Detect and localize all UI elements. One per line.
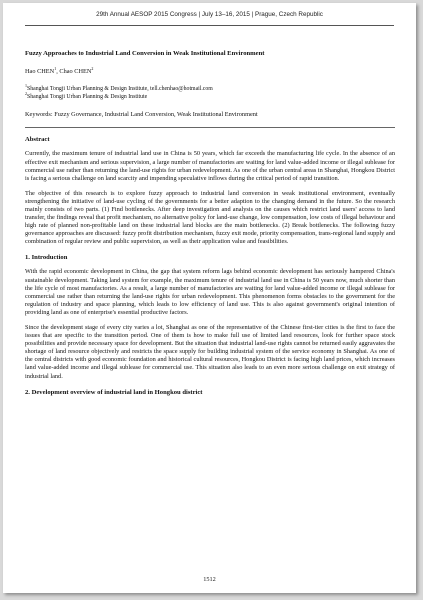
affiliation-marker: 2 [25, 91, 27, 97]
keywords: Keywords: Fuzzy Governance, Industrial Land Conversion, Weak Institutional Environment [25, 111, 258, 119]
section-heading: 1. Introduction [25, 254, 68, 262]
abstract-heading: Abstract [25, 136, 50, 144]
document-page [3, 3, 416, 593]
header-rule [25, 25, 394, 26]
author-name: Chao CHEN [59, 68, 92, 75]
body-paragraph: Since the development stage of every city varies a lot, Shanghai as one of the representative of the Chinese first-tier cities is the first to face the issues that are specific to the transition period. One of them is how to make full use of limited land resources, look for further space stock possibilities and provide necessary space for development. But the situation that industrial land-use rights cannot be returned easily aggravates the shortage of land resource objectively and restricts the space supply for building industrial system of the service economy in Shanghai. As one of the central districts with good economic foundation and historical cultural resources, Hongkou District is facing high land prices, which increases land value-added income and illegal sublease for commercial use. This situation also leads to an even more serious challenge on exit strategy of industrial land. [25, 324, 395, 380]
page-number: 1512 [203, 576, 216, 583]
author-affil-marker: 2 [91, 65, 94, 71]
author-name: Hao CHEN [25, 68, 55, 75]
affiliation-text: Shanghai Tongji Urban Planning & Design Institute, tell.chenhao@hotmail.com [27, 86, 213, 92]
section-heading: 2. Development overview of industrial land in Hongkou district [25, 388, 203, 396]
affiliation-marker: 1 [25, 83, 27, 89]
body-paragraph: With the rapid economic development in China, the gap that system reform lags behind economic development has seriously hampered China's sustainable development. Taking land system for example, the maximum tenure of industrial land use in China is 50 years now, much shorter than the life cycle of most manufactories. As a result, a large number of manufactories are waiting for land value-added income or illegal sublease for commercial use rather than returning the land-use rights for urban redevelopment. This phenomenon forms obstacles to the government for the regulation of industry and space planning, which leads to low efficiency of land use. This is also against government's original intention of providing land as one of enterprise's essential productive factors. [25, 268, 395, 316]
author-separator: , [56, 68, 60, 75]
paper-title: Fuzzy Approaches to Industrial Land Conversion in Weak Institutional Environment [25, 50, 265, 57]
author-affil-marker: 1 [54, 65, 57, 71]
author-line [25, 65, 395, 75]
affiliation-text: Shanghai Tongji Urban Planning & Design Institute [27, 94, 148, 101]
abstract-paragraph: Currently, the maximum tenure of industrial land use in China is 50 years, which far exceeds the manufacturing life cycle. In the absence of an effective exit mechanism and serious supervision, a large number of manufactories are waiting for land value-added income or illegal sublease for commercial use rather than returning the land-use rights for urban redevelopment. As one of the urban central areas in Shanghai, Hongkou District is facing a serious challenge on land scarcity and impending speculative inflows during the critical period of rapid transition. [25, 150, 395, 182]
abstract-paragraph: The objective of this research is to explore fuzzy approach to industrial land conversion in weak institutional environment, eventually strengthening the initiative of land-use cycling of the governments for a better adaption to the changing demand in the future. So the research mainly consists of two parts. (1) Find bottlenecks. After deep investigation and analysis on the causes which restrict land users' access to land transfer, the findings reveal that profit mechanism, no alternative policy for land-use change, low compensation, low costs of illegal behaviour and high rate of planned non-profitable land on these industrial land blocks are the main bottlenecks. (2) Break bottlenecks. The following fuzzy governance approaches are discussed: fuzzy profit distribution mechanism, fuzzy exit mode, priority compensation, trans-regional land supply and combination of regular review and public supervision, as well as their application value and feasibilities. [25, 189, 395, 246]
keywords-rule [25, 127, 395, 128]
affiliation-line [25, 85, 395, 93]
running-header: 29th Annual AESOP 2015 Congress | July 13–16, 2015 | Prague, Czech Republic [96, 11, 323, 18]
affiliations [25, 85, 395, 101]
page-content [25, 31, 395, 396]
affiliation-line [25, 93, 395, 101]
